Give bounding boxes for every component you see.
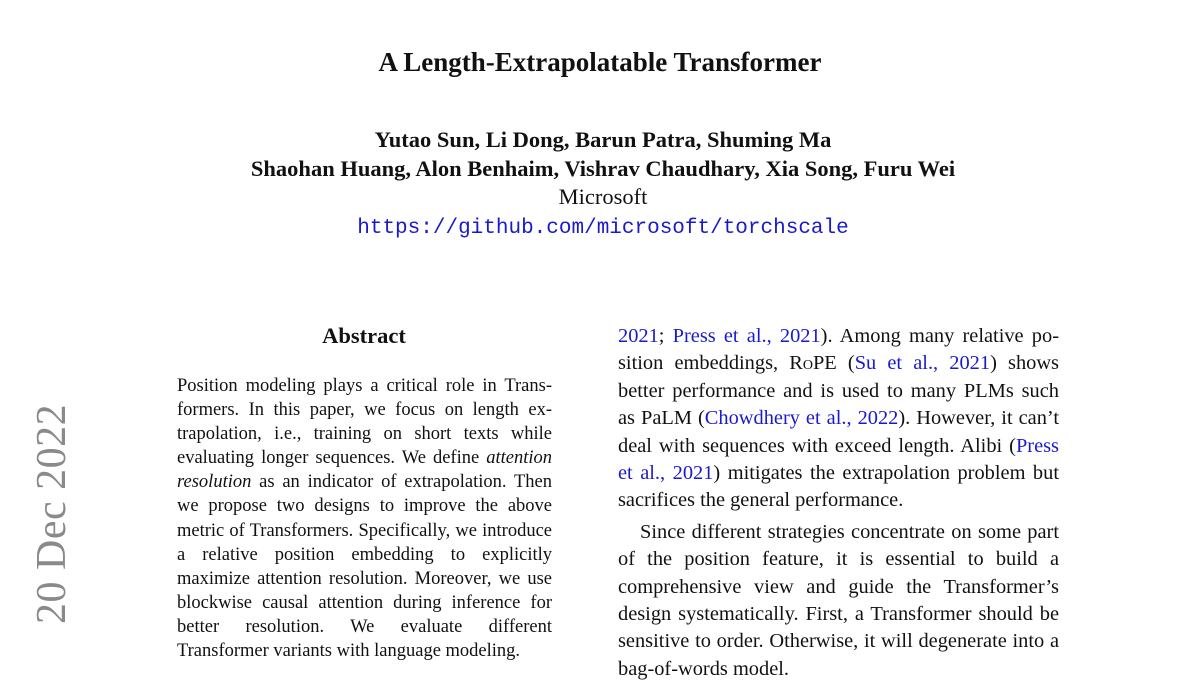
intro-paragraph-2: Since different strategies concentrate on some part of the position feature, it is essential to build a comprehensive view and guide the Transformer’s design systematically. First, a Transformer should be sensitive to order. Otherwise, it will degenerate into a bag-of-words model. — [618, 520, 1059, 680]
intro-text: ) shows better performance and is used to many PLMs such as PaLM ( — [618, 352, 1059, 430]
abstract-text-2: as an indicator of extrapolation. Then we propose two designs to improve the above metric of Transformers. Specifically, we introduce a relative position embedding to explicitly maximize attention resolution. Moreover, we use blockwise causal attention during inference for better resolution. We evaluate different Transformer variants with language modeling. — [177, 472, 552, 662]
abstract-emphasis: attention resolution — [177, 448, 552, 493]
intro-text: ( — [836, 352, 855, 375]
abstract-text-1: Position modeling plays a critical role in Transformers. In this paper, we focus on length extrapolation, i.e., training on short texts while evaluating longer sequences. We define — [177, 376, 552, 469]
intro-paragraph-1 — [618, 323, 1059, 515]
author-line-2: Shaohan Huang, Alon Benhaim, Vishrav Chaudhary, Xia Song, Furu Wei — [250, 155, 956, 181]
author-block — [0, 126, 1200, 243]
intro-text: ). However, it can’t deal with sequences with exceed length. Alibi ( — [618, 407, 1059, 457]
paper-title: A Length-Extrapolatable Transformer — [378, 47, 822, 77]
citation-link[interactable]: Press et al., 2021 — [618, 434, 1059, 485]
intro-column — [618, 323, 1059, 683]
citation-link[interactable]: Su et al., 2021 — [854, 352, 991, 375]
citation-link[interactable]: 2021 — [618, 325, 659, 347]
intro-text: ) mitigates the extrapolation problem but sacrifices the general performance. — [618, 462, 1059, 512]
author-line-1: Yutao Sun, Li Dong, Barun Patra, Shuming Ma — [374, 127, 832, 152]
arxiv-date-stamp: 20 Dec 2022 — [29, 403, 75, 624]
abstract-body — [177, 374, 552, 663]
citation-link[interactable]: Chowdhery et al., 2022 — [704, 407, 899, 430]
intro-text: ). Among many relative position embeddings, — [618, 325, 1059, 375]
intro-text: ; — [658, 325, 673, 347]
rope-term: RoPE — [789, 352, 837, 375]
code-repo-link[interactable]: https://github.com/microsoft/torchscale — [357, 216, 849, 240]
affiliation: Microsoft — [558, 184, 648, 209]
citation-link[interactable]: Press et al., 2021 — [672, 325, 821, 347]
abstract-heading: Abstract — [322, 323, 406, 348]
